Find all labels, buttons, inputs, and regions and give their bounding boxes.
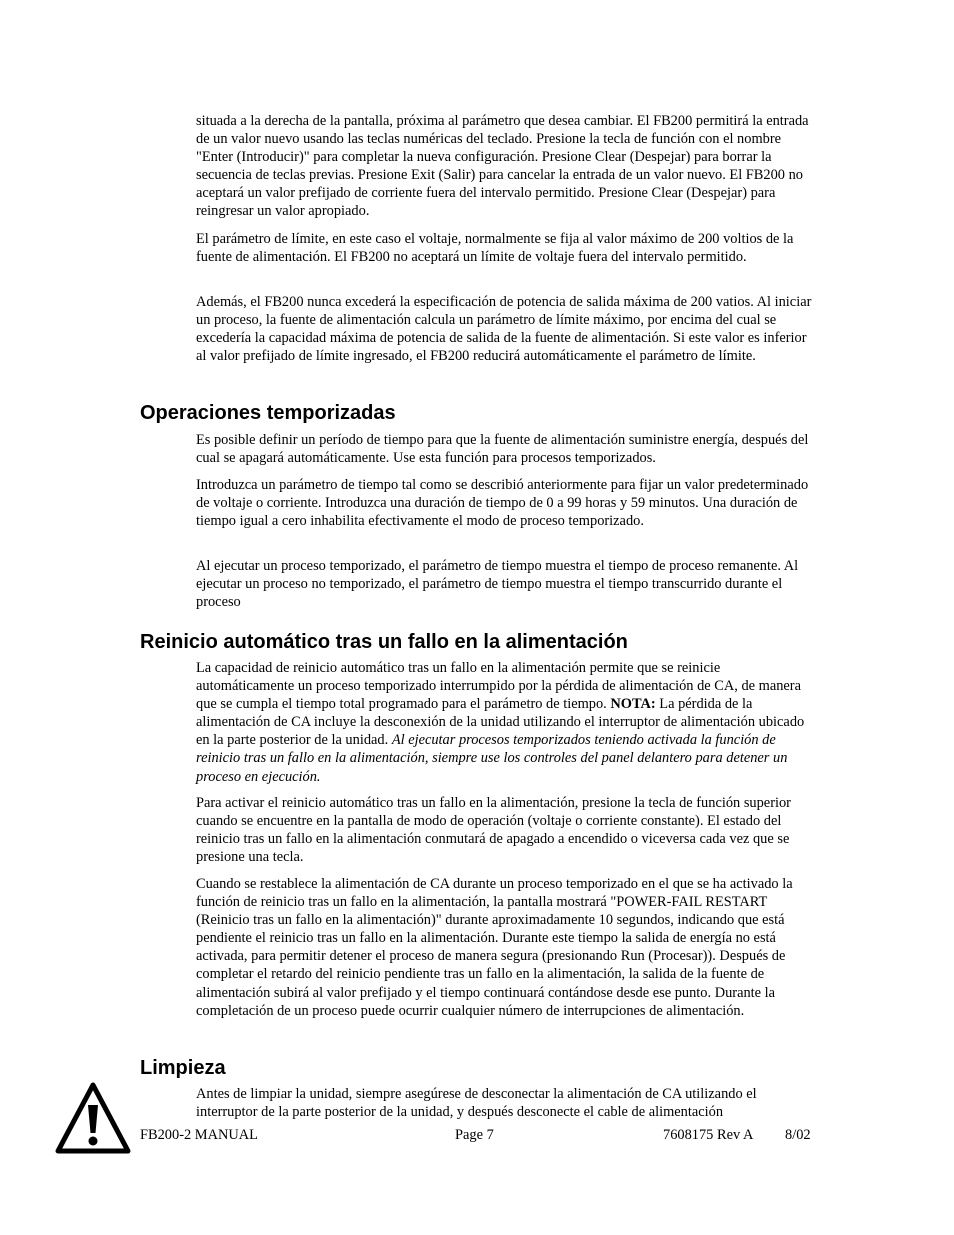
paragraph-timed-intro	[196, 431, 816, 467]
paragraph-text: situada a la derecha de la pantalla, próxima al parámetro que desea cambiar. El FB200 permitirá la entrada de un valor nuevo usando las teclas numéricas del teclado. Presione la tecla de función con el nombre "Enter (Introducir)" para completar la nueva configuración. Presione Clear (Despejar) para borrar la secuencia de teclas previas. Presione Exit (Salir) para cancelar la entrada de un valor nuevo. El FB200 no aceptará un valor prefijado de corriente fuera del intervalo permitido. Presione Clear (Despejar) para reingresar un valor apropiado.	[196, 113, 809, 220]
paragraph-text	[196, 659, 816, 786]
paragraph-text: Es posible definir un período de tiempo para que la fuente de alimentación suministre energía, después del cual se apagará automáticamente. Use esta función para procesos temporizados.	[196, 432, 809, 467]
note-label: NOTA:	[610, 696, 656, 713]
paragraph-restart-behavior	[196, 875, 816, 1020]
paragraph-restart-intro	[196, 659, 816, 786]
footer-manual-name: FB200-2 MANUAL	[140, 1127, 258, 1143]
italic-warning-text: Al ejecutar procesos temporizados teniendo activada la función de reinicio tras un fallo en la alimentación, siempre use los controles del panel delantero para detener un proceso en ejecución.	[196, 732, 788, 785]
paragraph-text: Antes de limpiar la unidad, siempre asegúrese de desconectar la alimentación de CA utilizando el interruptor de la parte posterior de la unidad, y después desconecte el cable de alimentación	[196, 1086, 757, 1121]
text-run: La pérdida de la alimentación de CA incluye la desconexión de la unidad utilizando el interruptor de alimentación ubicado en la parte posterior de la unidad.	[196, 696, 805, 749]
paragraph-text: El parámetro de límite, en este caso el voltaje, normalmente se fija al valor máximo de 200 voltios de la fuente de alimentación. El FB200 no aceptará un límite de voltaje fuera del intervalo permitido.	[196, 231, 794, 266]
section-heading-timed-operations: Operaciones temporizadas	[140, 402, 396, 424]
paragraph-max-power	[196, 293, 816, 365]
footer-page-number: Page 7	[455, 1127, 494, 1143]
paragraph-text: Para activar el reinicio automático tras un fallo en la alimentación, presione la tecla de función superior cuando se encuentre en la pantalla de modo de operación (voltaje o corriente constante). El estado del reinicio tras un fallo en la alimentación conmutará de apagado a encendido o viceversa cada vez que se presione una tecla.	[196, 795, 791, 866]
footer-document-number: 7608175 Rev A	[663, 1127, 754, 1143]
paragraph-entry-procedure	[196, 112, 816, 221]
section-heading-power-fail-restart: Reinicio automático tras un fallo en la alimentación	[140, 631, 628, 653]
paragraph-text: Cuando se restablece la alimentación de CA durante un proceso temporizado en el que se ha activado la función de reinicio tras un fallo en la alimentación, la pantalla mostrará "POWER-FAIL RESTART (Reinicio tras un fallo en la alimentación)" durante aproximadamente 10 segundos, indicando que está pendiente el reinicio tras un fallo en la alimentación. Durante este tiempo la salida de energía no está activada, para permitir detener el proceso de manera segura (presionando Run (Procesar)). Después de completar el retardo del reinicio pendiente tras un fallo en la alimentación, la salida de la fuente de alimentación subirá al valor prefijado y el tiempo continuará contándose desde ese punto. Durante la completación de un proceso puede ocurrir cualquier número de interrupciones de alimentación.	[196, 876, 793, 1019]
paragraph-limit-parameter	[196, 230, 816, 266]
paragraph-text: Al ejecutar un proceso temporizado, el parámetro de tiempo muestra el tiempo de proceso remanente. Al ejecutar un proceso no temporizado, el parámetro de tiempo muestra el tiempo transcurrido durante el proceso	[196, 558, 799, 611]
section-heading-cleaning: Limpieza	[140, 1057, 226, 1079]
warning-triangle-icon	[55, 1081, 131, 1155]
paragraph-time-display	[196, 557, 816, 611]
paragraph-cleaning	[196, 1085, 816, 1121]
paragraph-text: Introduzca un parámetro de tiempo tal como se describió anteriormente para fijar un valor predeterminado de voltaje o corriente. Introduzca una duración de tiempo de 0 a 99 horas y 59 minutos. Una duración de tiempo igual a cero inhabilita efectivamente el modo de proceso temporizado.	[196, 477, 809, 530]
footer-date: 8/02	[785, 1127, 811, 1143]
paragraph-restart-activate	[196, 794, 816, 866]
paragraph-time-parameter	[196, 476, 816, 530]
paragraph-text: Además, el FB200 nunca excederá la especificación de potencia de salida máxima de 200 vatios. Al iniciar un proceso, la fuente de alimentación calcula un parámetro de límite máximo, por encima del cual se excedería la capacidad máxima de potencia de salida de la fuente de alimentación. Si este valor es inferior al valor prefijado de límite ingresado, el FB200 reducirá automáticamente el parámetro de límite.	[196, 294, 812, 365]
text-run: La capacidad de reinicio automático tras un fallo en la alimentación permite que se reinicie automáticamente un proceso temporizado interrumpido por la pérdida de alimentación de CA, de manera que se cumpla el tiempo total programado para el parámetro de tiempo.	[196, 660, 801, 713]
